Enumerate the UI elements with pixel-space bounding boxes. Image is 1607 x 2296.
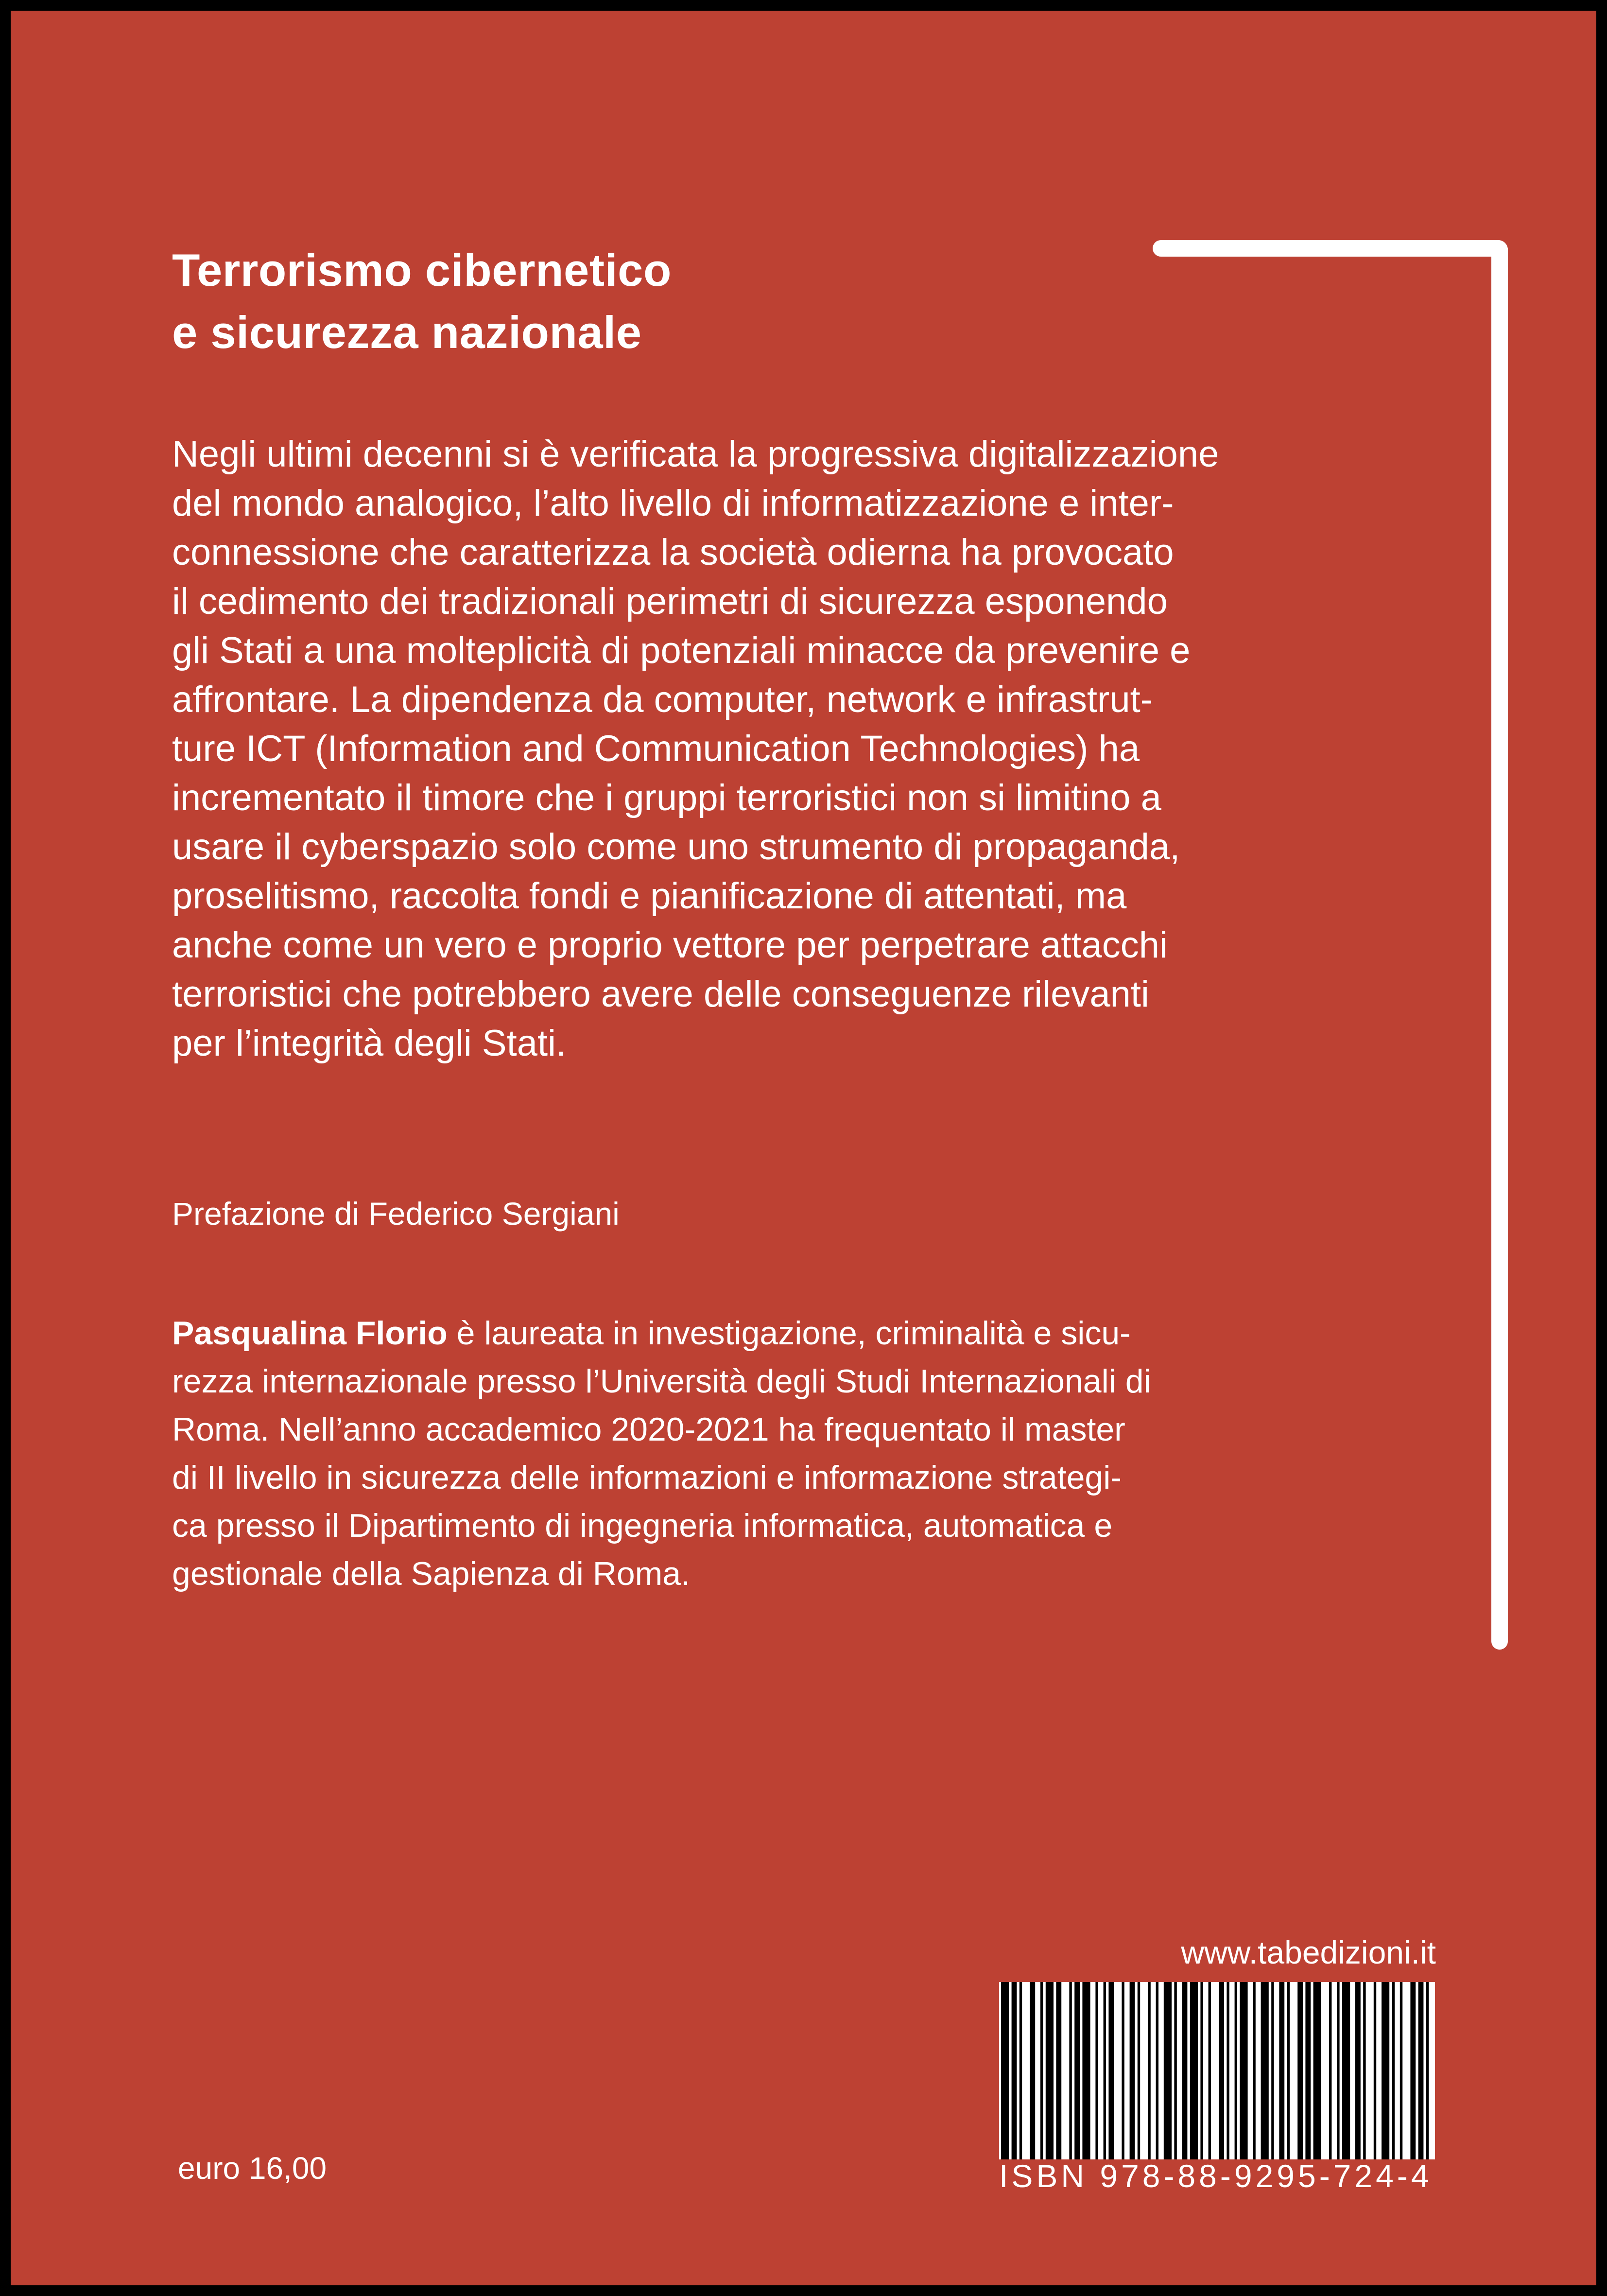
price-label: euro 16,00 (178, 2151, 327, 2186)
barcode-bar (1329, 1982, 1331, 2159)
barcode-bar (1174, 1982, 1176, 2159)
barcode-bar (1363, 1982, 1365, 2159)
preface-credit: Prefazione di Federico Sergiani (172, 1196, 620, 1232)
bio-first-line-text: è laureata in investigazione, criminalità e sicu- (447, 1315, 1131, 1352)
barcode-bar (1001, 1982, 1009, 2159)
book-title-line-2: e sicurezza nazionale (172, 307, 642, 358)
barcode-bar (1400, 1982, 1402, 2159)
barcode-bar (1426, 1982, 1429, 2159)
blurb-line: anche come un vero e proprio vettore per perpetrare attacchi (172, 924, 1168, 966)
barcode-bar (1074, 1982, 1080, 2159)
blurb-line: affrontare. La dipendenza da computer, network e infrastrut- (172, 679, 1153, 720)
barcode-bar (1012, 1982, 1017, 2159)
barcode-bar (1279, 1982, 1284, 2159)
barcode-bar (1164, 1982, 1172, 2159)
barcode-bar (1182, 1982, 1188, 2159)
barcode-bar (1019, 1982, 1022, 2159)
barcode-bar (1138, 1982, 1140, 2159)
barcode-bar (1382, 1982, 1389, 2159)
blurb-line: usare il cyberspazio solo come uno strumento di propaganda, (172, 826, 1180, 868)
barcode-bar (1313, 1982, 1321, 2159)
blurb-line: gli Stati a una molteplicità di potenziali minacce da prevenire e (172, 630, 1191, 671)
barcode-bar (1209, 1982, 1211, 2159)
book-title-line-1: Terrorismo cibernetico (172, 244, 672, 296)
book-blurb (172, 430, 1460, 1068)
blurb-line: per l’integrità degli Stati. (172, 1023, 567, 1064)
bracket-end-cap-bottom (1491, 1633, 1508, 1650)
barcode-bar (1104, 1982, 1106, 2159)
barcode-bar (1261, 1982, 1269, 2159)
barcode-bar (1337, 1982, 1339, 2159)
bio-line: rezza internazionale presso l’Università degli Studi Internazionali di (172, 1363, 1151, 1400)
blurb-line: proselitismo, raccolta fondi e pianificazione di attentati, ma (172, 875, 1127, 917)
barcode-bar (1219, 1982, 1224, 2159)
blurb-line: del mondo analogico, l’alto livello di informatizzazione e inter- (172, 483, 1174, 524)
barcode-bar (1082, 1982, 1090, 2159)
barcode-bar (1108, 1982, 1114, 2159)
barcode-bar (1374, 1982, 1376, 2159)
back-cover (11, 11, 1596, 2285)
barcode-bar (1355, 1982, 1361, 2159)
bracket-end-cap-left (1153, 240, 1169, 257)
blurb-line: il cedimento dei tradizionali perimetri di sicurezza esponendo (172, 581, 1168, 622)
barcode-bar (1297, 1982, 1303, 2159)
barcode-bar (1305, 1982, 1311, 2159)
barcode-bar (1392, 1982, 1395, 2159)
book-title (172, 239, 1095, 364)
barcode-bar (1156, 1982, 1158, 2159)
barcode-bar (1040, 1982, 1043, 2159)
blurb-line: terroristici che potrebbero avere delle conseguenze rilevanti (172, 974, 1149, 1015)
barcode-bar (1069, 1982, 1071, 2159)
blurb-line: Negli ultimi decenni si è verificata la progressiva digitalizzazione (172, 434, 1219, 475)
barcode-bar (1418, 1982, 1424, 2159)
blurb-line: ture ICT (Information and Communication Technologies) ha (172, 728, 1140, 769)
blurb-line: connessione che caratterizza la società odierna ha provocato (172, 532, 1174, 573)
barcode-bar (1235, 1982, 1237, 2159)
barcode-bar (1240, 1982, 1247, 2159)
bio-line: Roma. Nell’anno accademico 2020-2021 ha frequentato il master (172, 1411, 1125, 1448)
barcode-bar (1190, 1982, 1198, 2159)
author-bio (172, 1309, 1460, 1598)
barcode-bar (1148, 1982, 1150, 2159)
blurb-line: incrementato il timore che i gruppi terroristici non si limitino a (172, 777, 1161, 818)
bio-first-line (172, 1309, 1460, 1357)
publisher-website: www.tabedizioni.it (1181, 1934, 1436, 1970)
isbn-number: ISBN 978-88-9295-724-4 (999, 2158, 1433, 2194)
bio-line: gestionale della Sapienza di Roma. (172, 1555, 691, 1592)
barcode-bar (1410, 1982, 1416, 2159)
barcode-bar (1030, 1982, 1035, 2159)
barcode-bar (1253, 1982, 1255, 2159)
barcode-bar (1227, 1982, 1229, 2159)
barcode-icon (999, 1982, 1435, 2159)
bio-line: ca presso il Dipartimento di ingegneria informatica, automatica e (172, 1507, 1113, 1544)
barcode-bar (1342, 1982, 1350, 2159)
barcode-bar (1200, 1982, 1203, 2159)
barcode-bar (1046, 1982, 1054, 2159)
barcode-bar (1095, 1982, 1098, 2159)
barcode-bar (1271, 1982, 1274, 2159)
barcode-bar (1056, 1982, 1061, 2159)
barcode-bar (1287, 1982, 1290, 2159)
barcode-bar (1122, 1982, 1124, 2159)
barcode-bar (1130, 1982, 1135, 2159)
author-name: Pasqualina Florio (172, 1315, 448, 1352)
bio-line: di II livello in sicurezza delle informazioni e informazione strategi- (172, 1459, 1122, 1496)
